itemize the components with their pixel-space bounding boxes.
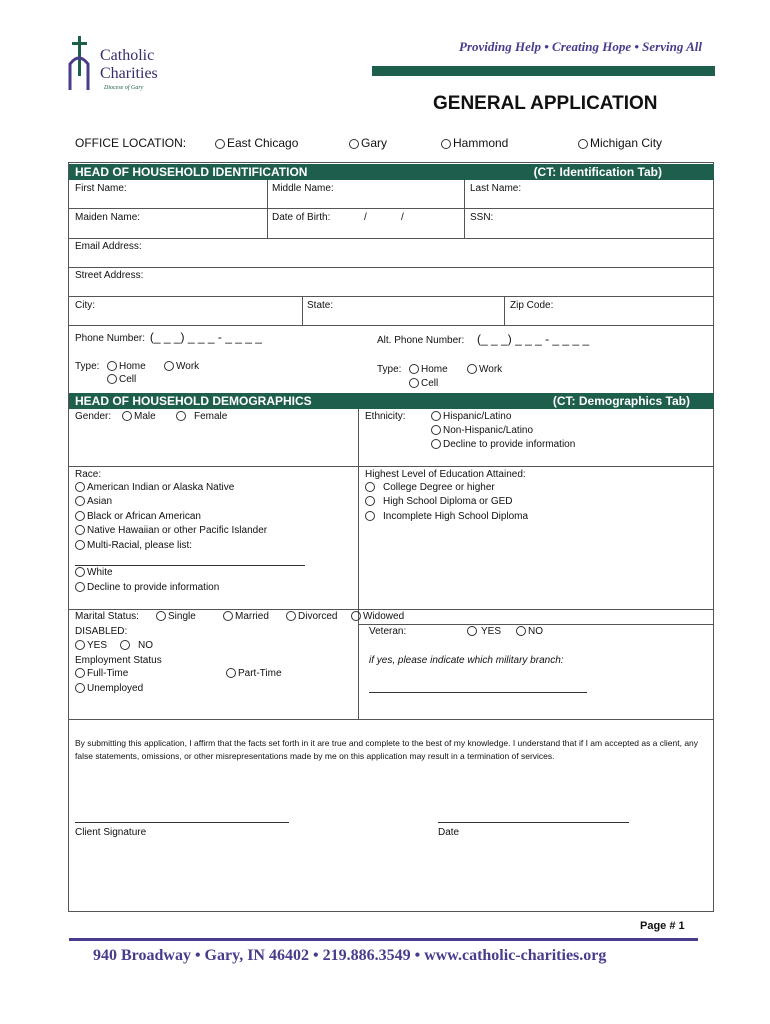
consent-statement: By submitting this application, I affirm that the facts set forth in it are true and complete to the best of my knowledge. I understand that if I am accepted as a client, any false statements, omissions, or other misrepresentations made by me on this application may result in a termination of services. — [75, 738, 699, 761]
radio-icon[interactable] — [75, 525, 85, 535]
race-option[interactable]: White — [75, 567, 113, 579]
page-number: Page # 1 — [640, 920, 685, 932]
office-hammond[interactable]: Hammond — [441, 137, 508, 149]
identification-header — [69, 164, 714, 180]
radio-icon[interactable] — [223, 611, 233, 621]
radio-icon[interactable] — [467, 364, 477, 374]
radio-icon[interactable] — [75, 496, 85, 506]
education-label: Highest Level of Education Attained: — [365, 469, 526, 480]
gender-male[interactable]: Male — [122, 411, 156, 423]
radio-icon[interactable] — [75, 511, 85, 521]
divider — [358, 624, 714, 625]
race-option[interactable]: Native Hawaiian or other Pacific Islander — [75, 525, 267, 537]
divider — [68, 325, 714, 326]
radio-icon[interactable] — [75, 567, 85, 577]
identification-tab-note: (CT: Identification Tab) — [533, 165, 662, 179]
alt-phone-type-cell[interactable]: Cell — [409, 378, 438, 390]
radio-icon[interactable] — [578, 139, 588, 149]
marital-married[interactable]: Married — [223, 611, 269, 623]
radio-icon[interactable] — [286, 611, 296, 621]
radio-icon[interactable] — [516, 626, 526, 636]
divider — [68, 208, 714, 209]
veteran-no[interactable]: NO — [516, 626, 543, 638]
radio-icon[interactable] — [120, 640, 130, 650]
radio-icon[interactable] — [75, 582, 85, 592]
street-field[interactable]: Street Address: — [75, 270, 144, 281]
office-gary[interactable]: Gary — [349, 137, 387, 149]
form-frame — [68, 162, 714, 912]
identification-title: HEAD OF HOUSEHOLD IDENTIFICATION — [75, 165, 308, 179]
divider — [68, 466, 714, 467]
radio-icon[interactable] — [409, 378, 419, 388]
radio-icon[interactable] — [365, 496, 375, 506]
education-option[interactable]: Incomplete High School Diploma — [365, 511, 528, 523]
ethnicity-label: Ethnicity: — [365, 411, 406, 422]
last-name-field[interactable]: Last Name: — [470, 183, 522, 194]
footer-purple-rule — [69, 938, 698, 941]
logo-line1: Catholic — [100, 47, 155, 64]
ethnicity-option[interactable]: Hispanic/Latino — [431, 411, 511, 423]
radio-icon[interactable] — [75, 668, 85, 678]
alt-phone-type-label: Type: — [377, 364, 402, 375]
radio-icon[interactable] — [409, 364, 419, 374]
gender-label: Gender: — [75, 411, 112, 422]
alt-phone-type-home[interactable]: Home — [409, 364, 448, 376]
radio-icon[interactable] — [226, 668, 236, 678]
race-option[interactable]: American Indian or Alaska Native — [75, 482, 234, 494]
radio-icon[interactable] — [75, 640, 85, 650]
divider — [68, 238, 714, 239]
divider — [68, 267, 714, 268]
divider — [464, 180, 465, 238]
zip-field[interactable]: Zip Code: — [510, 300, 554, 311]
radio-icon[interactable] — [467, 626, 477, 636]
employment-label: Employment Status — [75, 655, 162, 666]
page-title: GENERAL APPLICATION — [433, 93, 658, 114]
demographics-header — [69, 393, 714, 409]
veteran-label: Veteran: — [369, 626, 407, 637]
employment-unemployed[interactable]: Unemployed — [75, 683, 143, 695]
logo-line3: Diocese of Gary — [104, 85, 144, 91]
military-branch-note: if yes, please indicate which military branch: — [369, 655, 564, 666]
race-list-line[interactable] — [75, 565, 305, 566]
employment-full-time[interactable]: Full-Time — [75, 668, 128, 680]
radio-icon[interactable] — [75, 683, 85, 693]
radio-icon[interactable] — [176, 411, 186, 421]
divider — [267, 180, 268, 238]
phone-type-label: Type: — [75, 361, 100, 372]
radio-icon[interactable] — [164, 361, 174, 371]
divider — [68, 719, 714, 720]
first-name-field[interactable]: First Name: — [75, 183, 127, 194]
disabled-label: DISABLED: — [75, 626, 128, 637]
demographics-title: HEAD OF HOUSEHOLD DEMOGRAPHICS — [75, 394, 312, 408]
divider — [504, 296, 505, 325]
phone-label: Phone Number: (_ _ _) _ _ _ - _ _ _ _ — [75, 330, 262, 344]
alt-phone-label: Alt. Phone Number: (_ _ _) _ _ _ - _ _ _ _ — [377, 332, 590, 346]
demographics-tab-note: (CT: Demographics Tab) — [552, 394, 690, 408]
divider — [358, 409, 359, 719]
divider — [302, 296, 303, 325]
footer-address: 940 Broadway • Gary, IN 46402 • 219.886.3549 • www.catholic-charities.org — [93, 947, 607, 964]
radio-icon[interactable] — [122, 411, 132, 421]
logo — [66, 34, 176, 96]
divider — [68, 609, 714, 610]
disabled-yes[interactable]: YES — [75, 640, 107, 652]
veteran-yes[interactable]: YES — [467, 626, 501, 638]
race-option[interactable]: Black or African American — [75, 511, 201, 523]
radio-icon[interactable] — [431, 425, 441, 435]
radio-icon[interactable] — [107, 361, 117, 371]
radio-icon[interactable] — [349, 139, 359, 149]
client-signature-line[interactable] — [75, 822, 289, 823]
radio-icon[interactable] — [351, 611, 361, 621]
dob-slash: / — [401, 212, 404, 223]
middle-name-field[interactable]: Middle Name: — [272, 183, 334, 194]
radio-icon[interactable] — [156, 611, 166, 621]
phone-type-work[interactable]: Work — [164, 361, 199, 373]
date-label: Date — [438, 827, 460, 838]
dob-slash: / — [364, 212, 367, 223]
education-option[interactable]: High School Diploma or GED — [365, 496, 513, 508]
alt-phone-mask[interactable]: (_ _ _) _ _ _ - _ _ _ _ — [477, 332, 590, 346]
education-option[interactable]: College Degree or higher — [365, 482, 495, 494]
marital-divorced[interactable]: Divorced — [286, 611, 337, 623]
radio-icon[interactable] — [431, 411, 441, 421]
logo-line2: Charities — [100, 65, 158, 82]
military-branch-line[interactable] — [369, 692, 587, 693]
date-line[interactable] — [438, 822, 629, 823]
race-option[interactable]: Decline to provide information — [75, 582, 219, 594]
state-field[interactable]: State: — [307, 300, 334, 311]
ethnicity-option[interactable]: Non-Hispanic/Latino — [431, 425, 533, 437]
email-field[interactable]: Email Address: — [75, 241, 142, 252]
divider — [68, 296, 714, 297]
office-label: OFFICE LOCATION: — [75, 136, 187, 150]
radio-icon[interactable] — [441, 139, 451, 149]
radio-icon[interactable] — [365, 482, 375, 492]
header-green-rule — [372, 66, 715, 76]
city-field[interactable]: City: — [75, 300, 95, 311]
marital-widowed[interactable]: Widowed — [351, 611, 404, 623]
marital-label: Marital Status: — [75, 611, 139, 622]
race-label: Race: — [75, 469, 102, 480]
alt-phone-type-work[interactable]: Work — [467, 364, 502, 376]
radio-icon[interactable] — [365, 511, 375, 521]
radio-icon[interactable] — [107, 374, 117, 384]
race-option[interactable]: Multi-Racial, please list: — [75, 540, 192, 552]
employment-part-time[interactable]: Part-Time — [226, 668, 282, 680]
disabled-no[interactable]: NO — [120, 640, 153, 652]
dob-field[interactable]: Date of Birth: — [272, 212, 331, 223]
radio-icon[interactable] — [75, 540, 85, 550]
phone-type-cell[interactable]: Cell — [107, 374, 136, 386]
phone-type-home[interactable]: Home — [107, 361, 146, 373]
maiden-name-field[interactable]: Maiden Name: — [75, 212, 141, 223]
office-michigan-city[interactable]: Michigan City — [578, 137, 662, 149]
marital-single[interactable]: Single — [156, 611, 196, 623]
race-option[interactable]: Asian — [75, 496, 112, 508]
gender-female[interactable]: Female — [176, 411, 227, 423]
client-signature-label: Client Signature — [75, 827, 147, 838]
radio-icon[interactable] — [75, 482, 85, 492]
office-east-chicago[interactable]: East Chicago — [215, 137, 298, 149]
phone-mask[interactable]: (_ _ _) _ _ _ - _ _ _ _ — [149, 330, 262, 344]
radio-icon[interactable] — [215, 139, 225, 149]
radio-icon[interactable] — [431, 439, 441, 449]
tagline: Providing Help • Creating Hope • Serving All — [459, 39, 702, 54]
cross-logo-icon — [66, 34, 96, 94]
ethnicity-option[interactable]: Decline to provide information — [431, 439, 575, 451]
ssn-field[interactable]: SSN: — [470, 212, 494, 223]
